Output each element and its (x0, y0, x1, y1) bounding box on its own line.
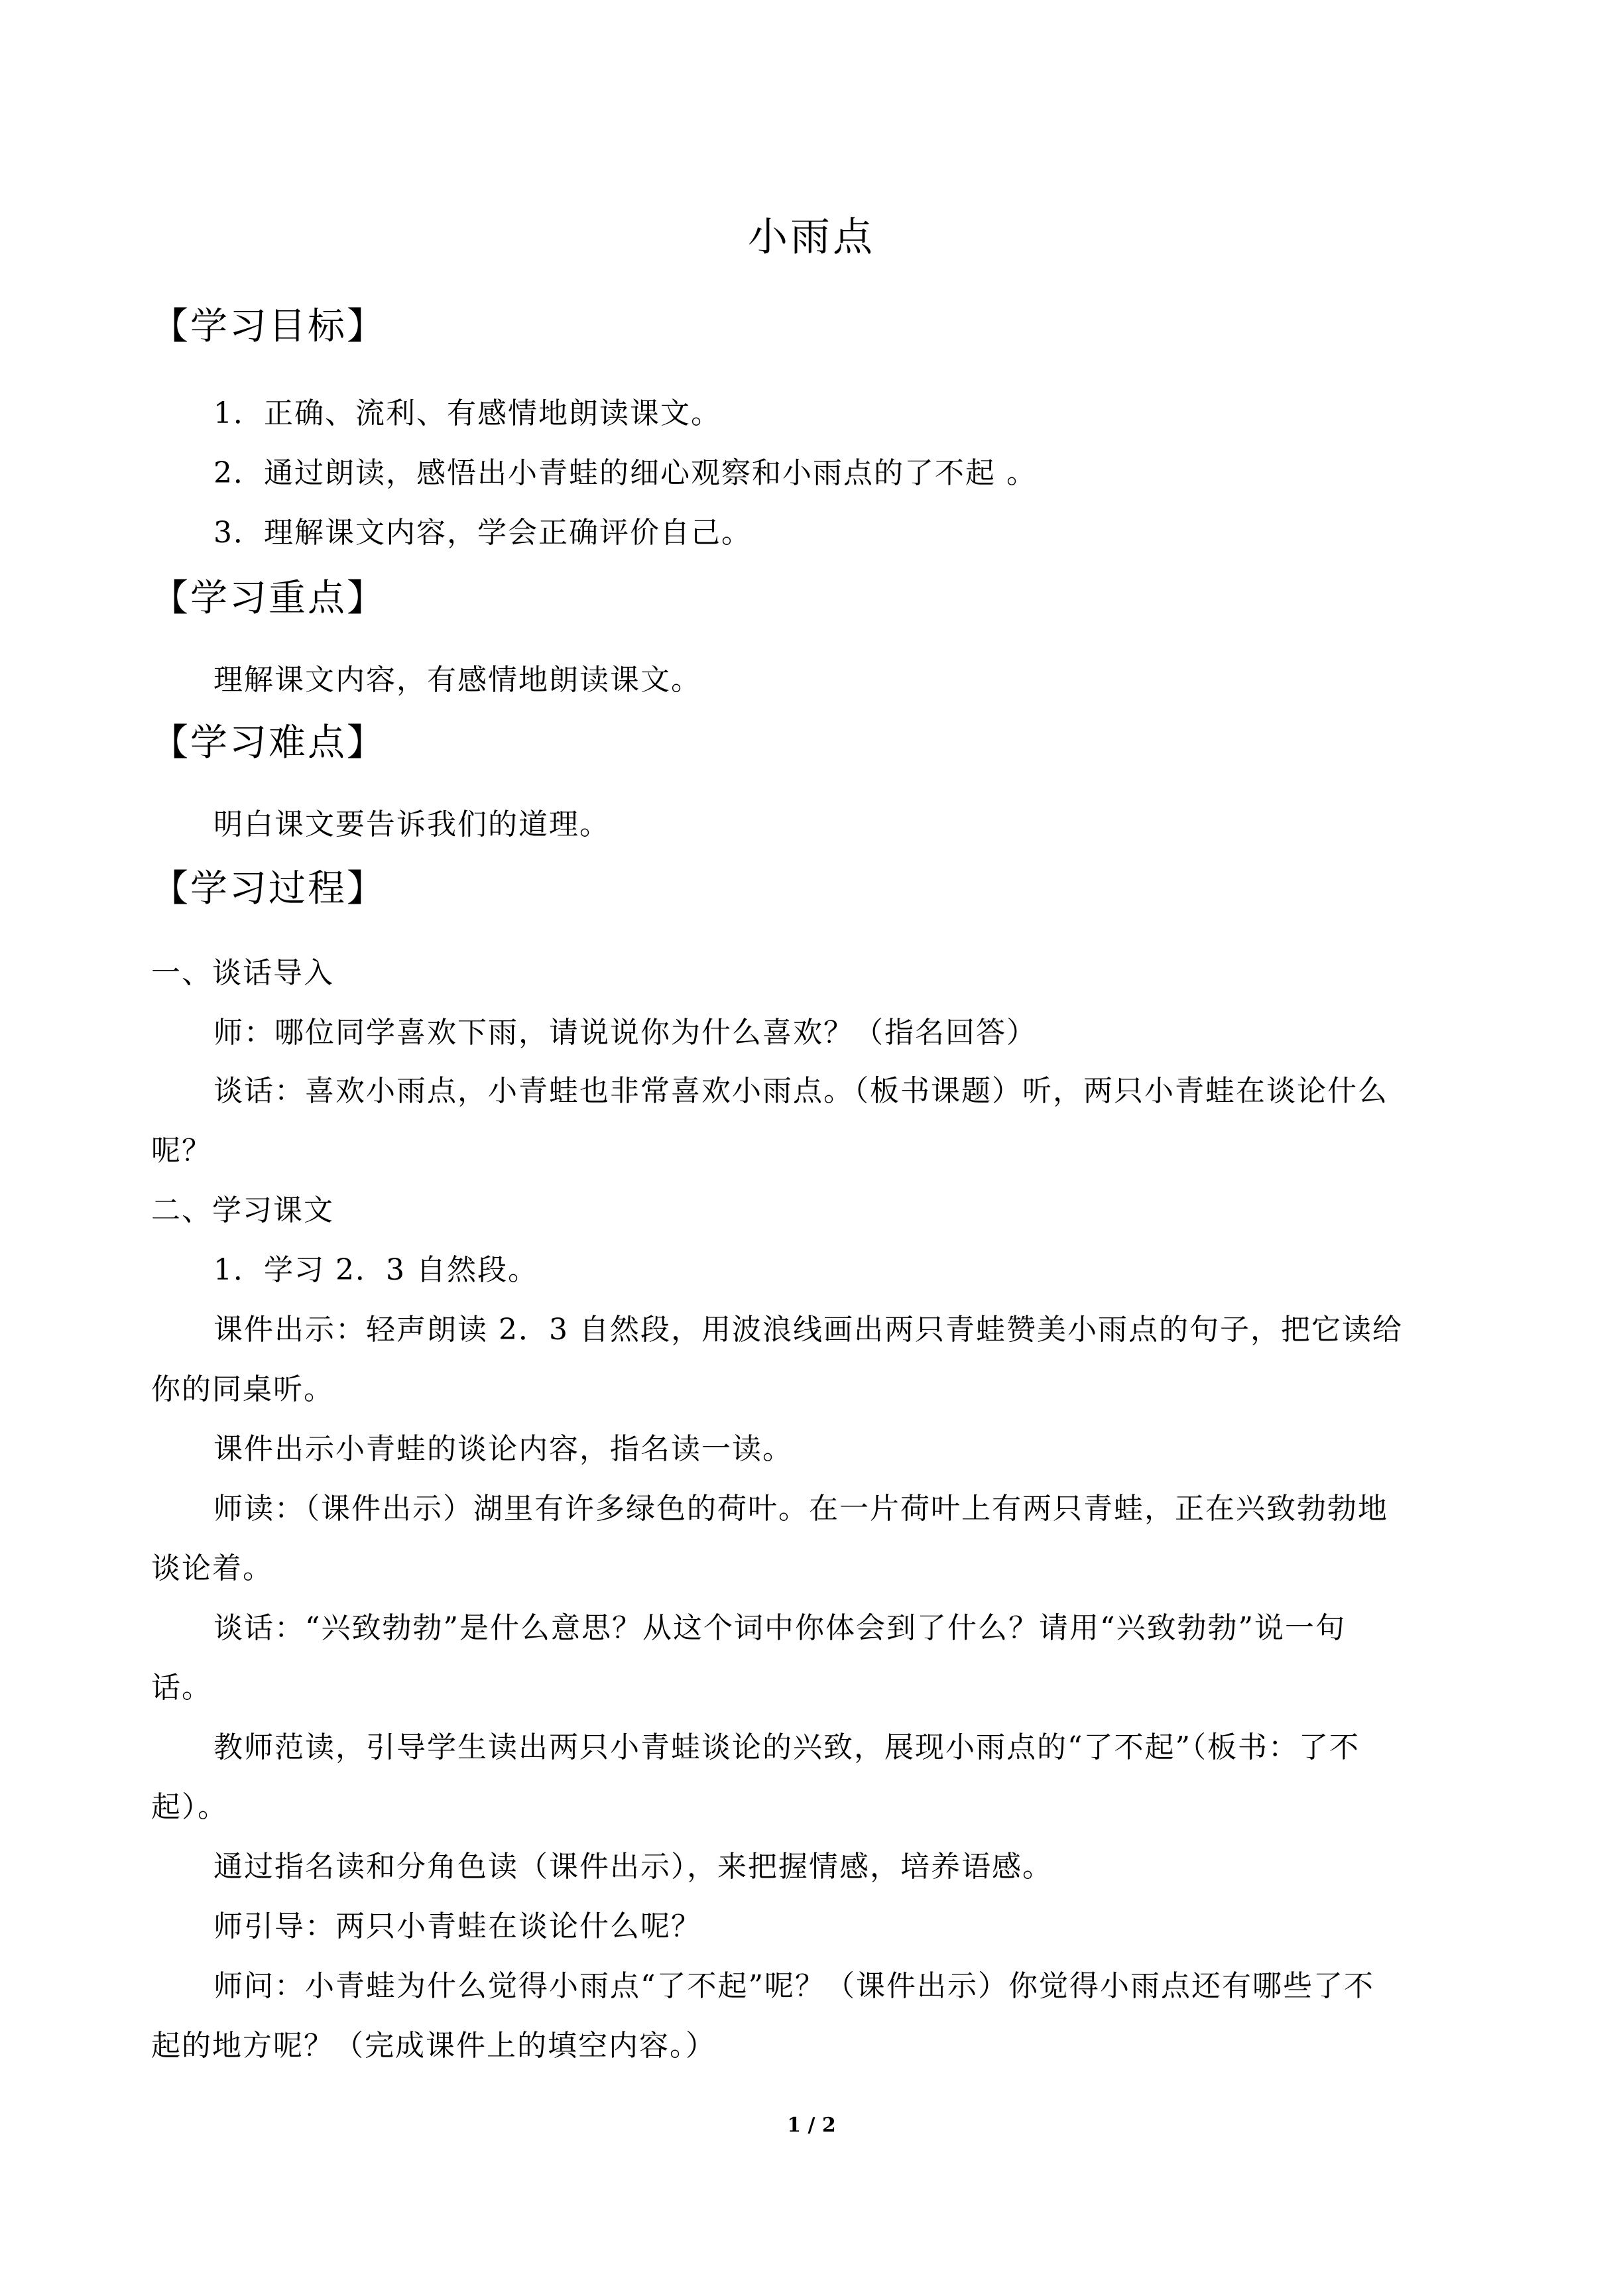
paragraph: 课件出示小青蛙的谈论内容，指名读一读。 (213, 1432, 793, 1466)
section-title-study: 二、学习课文 (151, 1193, 334, 1227)
page-number: 1 / 2 (787, 2114, 836, 2137)
heading-key-points: 【学习重点】 (151, 577, 386, 620)
paragraph: 课件出示：轻声朗读 2．3 自然段，用波浪线画出两只青蛙赞美小雨点的句子，把它读给 (213, 1313, 1403, 1347)
document-title: 小雨点 (748, 214, 875, 261)
heading-objectives: 【学习目标】 (151, 305, 386, 348)
objective-item-1: 1．正确、流利、有感情地朗读课文。 (213, 396, 721, 430)
paragraph-continuation: 起的地方呢？（完成课件上的填空内容。） (151, 2029, 716, 2063)
paragraph-continuation: 你的同桌听。 (151, 1372, 334, 1406)
paragraph: 师引导：两只小青蛙在谈论什么呢？ (213, 1909, 701, 1943)
paragraph-continuation: 话。 (151, 1671, 212, 1705)
difficulties-text: 明白课文要告诉我们的道理。 (213, 808, 610, 841)
section-title-intro: 一、谈话导入 (151, 956, 334, 990)
paragraph: 谈话：喜欢小雨点，小青蛙也非常喜欢小雨点。（板书课题）听，两只小青蛙在谈论什么 (213, 1074, 1388, 1108)
paragraph: 师：哪位同学喜欢下雨，请说说你为什么喜欢？（指名回答） (213, 1016, 1037, 1050)
paragraph-continuation: 起）。 (151, 1790, 228, 1824)
paragraph: 师问：小青蛙为什么觉得小雨点“了不起”呢？（课件出示）你觉得小雨点还有哪些了不 (213, 1969, 1374, 2003)
heading-difficulties: 【学习难点】 (151, 721, 386, 764)
paragraph: 教师范读，引导学生读出两只小青蛙谈论的兴致，展现小雨点的“了不起”（板书：了不 (213, 1730, 1360, 1764)
paragraph: 谈话：“兴致勃勃”是什么意思？从这个词中你体会到了什么？请用“兴致勃勃”说一句 (213, 1611, 1346, 1645)
paragraph-continuation: 呢？ (151, 1134, 212, 1168)
paragraph: 通过指名读和分角色读（课件出示），来把握情感，培养语感。 (213, 1850, 1053, 1884)
heading-process: 【学习过程】 (151, 867, 386, 910)
objective-item-2: 2．通过朗读，感悟出小青蛙的细心观察和小雨点的了不起 。 (213, 456, 1037, 490)
paragraph: 1．学习 2．3 自然段。 (213, 1253, 538, 1287)
paragraph-continuation: 谈论着。 (151, 1551, 273, 1585)
paragraph: 师读：（课件出示）湖里有许多绿色的荷叶。在一片荷叶上有两只青蛙，正在兴致勃勃地 (213, 1492, 1388, 1526)
key-points-text: 理解课文内容，有感情地朗读课文。 (213, 663, 701, 697)
objective-item-3: 3．理解课文内容，学会正确评价自己。 (213, 516, 752, 550)
